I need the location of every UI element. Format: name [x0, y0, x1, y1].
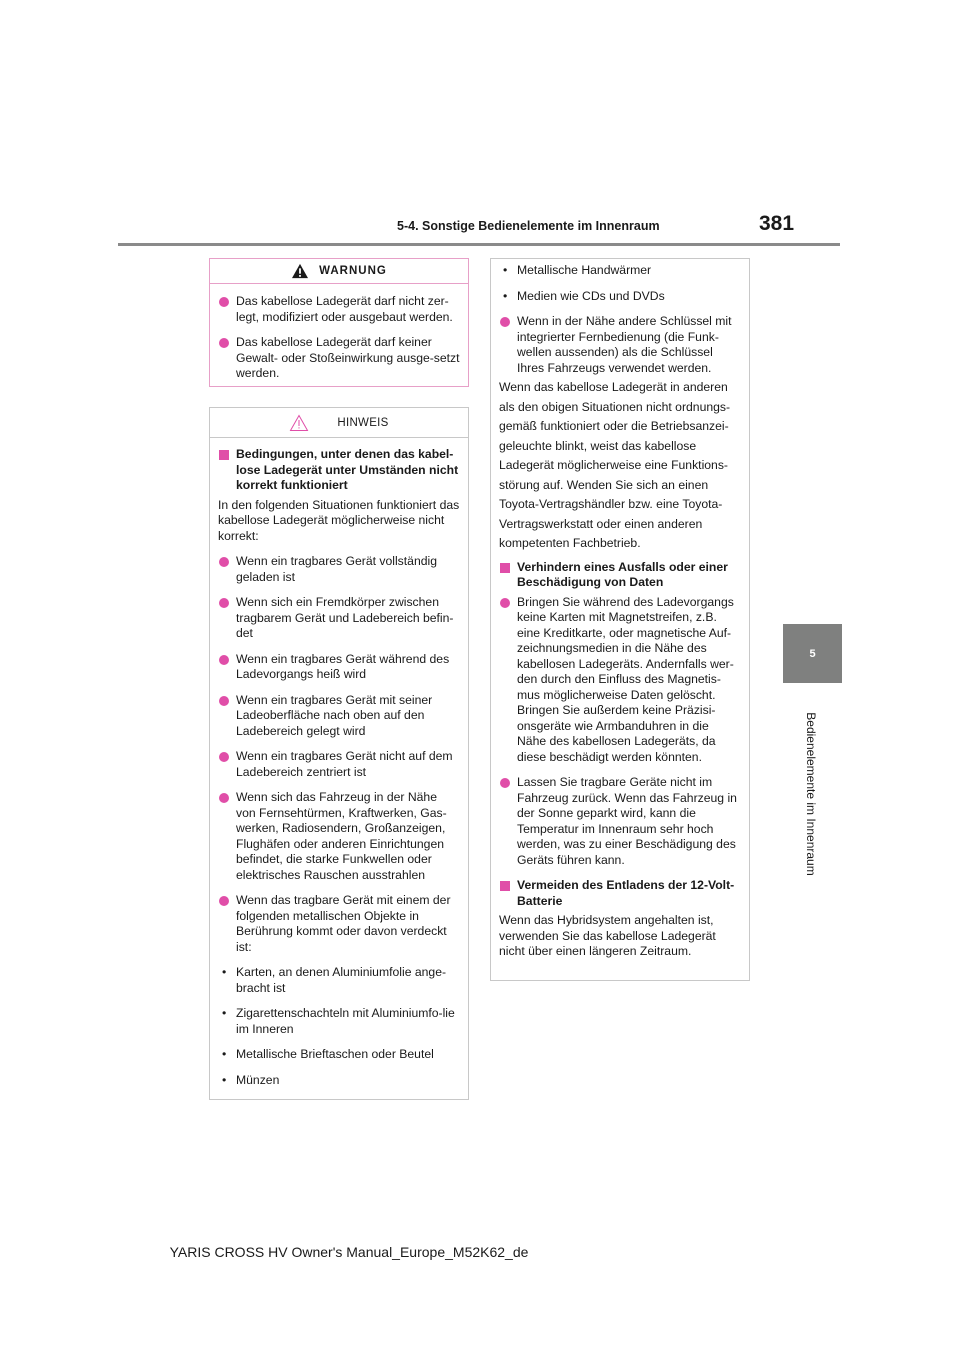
- sub-list-item-text: Karten, an denen Aluminiumfolie ange-bracht ist: [236, 965, 447, 995]
- bullet-icon: [219, 598, 229, 608]
- sub-list-item-text: Metallische Handwärmer: [517, 263, 652, 277]
- page-number: 381: [759, 212, 795, 235]
- square-bullet-icon: [500, 563, 510, 573]
- dash-bullet-icon: •: [222, 1006, 227, 1020]
- chapter-number: 5: [809, 647, 816, 660]
- bullet-icon: [219, 297, 229, 307]
- bullet-icon: [219, 896, 229, 906]
- paragraph-line: Vertragswerkstatt oder einen anderen: [499, 516, 703, 531]
- note-box: [209, 407, 469, 1100]
- bullet-icon: [219, 752, 229, 762]
- sub-list-item-text: Zigarettenschachteln mit Aluminiumfo-lie im Inneren: [236, 1006, 455, 1036]
- footer-text: YARIS CROSS HV Owner's Manual_Europe_M52K62_de: [169, 1244, 529, 1260]
- subheading-text: Bedingungen, unter denen das kabel-lose Ladegerät unter Umständen nicht korrekt funktioniert: [236, 447, 459, 492]
- subheading: [499, 560, 741, 591]
- section-title: 5-4. Sonstige Bedienelemente im Innenraum: [397, 219, 660, 233]
- list-item-text: Das kabellose Ladegerät darf keiner Gewalt- oder Stoßeinwirkung ausge-setzt werden.: [236, 335, 460, 380]
- list-item-text: Bringen Sie während des Ladevorgangs keine Karten mit Magnetstreifen, z.B. eine Kreditkarte, oder magnetische Auf-zeichnungsmedien in die Nähe des kabellosen Ladegeräts. Andernfalls wer-den durch den Einfluss des Magnetis-mus möglicherweise Daten gelöscht. Bringen Sie außerdem keine Präzisi-onsgeräte wie Armbanduhren in die Nähe des kabellosen Ladegeräts, da diese beschädigt werden könnten.: [517, 594, 734, 764]
- note-continued-content: [499, 263, 741, 970]
- note-title: HINWEIS: [337, 416, 389, 429]
- bullet-icon: [219, 338, 229, 348]
- list-item-text: Wenn ein tragbares Gerät nicht auf dem Ladebereich zentriert ist: [236, 749, 453, 779]
- dash-bullet-icon: •: [503, 263, 508, 277]
- dash-bullet-icon: •: [222, 965, 227, 979]
- dash-bullet-icon: •: [222, 1072, 227, 1087]
- bullet-icon: [219, 557, 229, 567]
- paragraph-line: Toyota-Vertragshändler bzw. eine Toyota-: [499, 497, 723, 511]
- list-item-text: Wenn sich ein Fremdkörper zwischen tragbarem Gerät und Ladebereich befin-det: [236, 595, 454, 640]
- list-item: [499, 314, 741, 376]
- list-item: [218, 790, 460, 883]
- list-item: [218, 554, 460, 585]
- paragraph-line: Ladegerät möglicherweise eine Funktions-: [499, 458, 728, 472]
- paragraph-line: gemäß funktioniert oder die Betriebsanzei-: [499, 419, 729, 433]
- list-item: [218, 595, 460, 642]
- sub-list-item: [499, 263, 741, 279]
- list-item: [218, 749, 460, 780]
- warning-content: [218, 294, 460, 392]
- list-item: [218, 335, 460, 382]
- list-item: [499, 595, 741, 766]
- subheading-text: Vermeiden des Entladens der 12-Volt-Batterie: [517, 878, 735, 908]
- sub-list-item: [218, 1073, 460, 1089]
- list-item-text: Wenn ein tragbares Gerät während des Ladevorgangs heiß wird: [236, 651, 450, 681]
- sub-list-item-text: Münzen: [236, 1072, 280, 1087]
- note-content: [218, 447, 460, 1098]
- square-bullet-icon: [500, 881, 510, 891]
- list-item-text: Lassen Sie tragbare Geräte nicht im Fahrzeug zurück. Wenn das Fahrzeug in der Sonne geparkt wird, kann die Temperatur im Innenraum sehr hoch werden, was zu einer Beschädigung des Geräts führen kann.: [517, 775, 737, 867]
- list-item-text: Wenn in der Nähe andere Schlüssel mit integrierter Fernbedienung (die Funk-wellen aussenden) als die Schlüssel Ihres Fahrzeugs verwendet werden.: [517, 314, 732, 375]
- list-item: [218, 893, 460, 955]
- square-bullet-icon: [219, 450, 229, 460]
- paragraph-line: als den obigen Situationen nicht ordnungs-: [499, 399, 731, 414]
- paragraph: Wenn das Hybridsystem angehalten ist, verwenden Sie das kabellose Ladegerät nicht über einen längeren Zeitraum.: [499, 913, 716, 958]
- paragraph: [499, 380, 741, 552]
- dash-bullet-icon: •: [503, 288, 508, 303]
- list-item-text: Wenn ein tragbares Gerät vollständig geladen ist: [236, 554, 437, 584]
- list-item: [218, 652, 460, 683]
- sub-list-item: [218, 1047, 460, 1063]
- note-box-continued: [490, 258, 750, 981]
- subheading: [499, 878, 741, 909]
- sub-list-item: [218, 965, 460, 996]
- subheading-text: Verhindern eines Ausfalls oder einer Beschädigung von Daten: [517, 559, 728, 589]
- bullet-icon: [219, 696, 229, 706]
- paragraph: In den folgenden Situationen funktioniert das kabellose Ladegerät möglicherweise nicht korrekt:: [218, 497, 460, 543]
- bullet-icon: [500, 598, 510, 608]
- paragraph-line: störung auf. Wenden Sie sich an einen: [499, 477, 709, 492]
- chapter-side-label-text: Bedienelemente im Innenraum: [804, 712, 818, 876]
- warning-header: [210, 259, 468, 284]
- caution-triangle-icon: [289, 414, 309, 432]
- bullet-icon: [500, 317, 510, 327]
- list-item-text: Wenn ein tragbares Gerät mit seiner Ladeoberfläche nach oben auf den Ladebereich gelegt wird: [236, 692, 433, 738]
- sub-list-item-text: Metallische Brieftaschen oder Beutel: [236, 1047, 434, 1061]
- page-footer: [0, 1244, 960, 1260]
- sub-list-item: [499, 289, 741, 305]
- list-item-text: Das kabellose Ladegerät darf nicht zer-legt, modifiziert oder ausgebaut werden.: [236, 294, 453, 324]
- chapter-side-label: [801, 712, 821, 876]
- subheading: [218, 447, 460, 494]
- paragraph-line: Wenn das kabellose Ladegerät in anderen: [499, 380, 728, 394]
- warning-box: [209, 258, 469, 387]
- list-item: [218, 693, 460, 740]
- header-divider: [118, 243, 840, 246]
- list-item-text: Wenn sich das Fahrzeug in der Nähe von Fernsehtürmen, Kraftwerken, Gas-werken, Radiosendern, Großanzeigen, Flughäfen oder anderen Einrichtungen befindet, die starke Funkwellen oder elektrisches Rauschen ausstrahlen: [236, 790, 447, 882]
- sub-list-item: [218, 1006, 460, 1037]
- dash-bullet-icon: •: [222, 1047, 227, 1061]
- bullet-icon: [500, 778, 510, 788]
- note-header: [210, 408, 468, 438]
- paragraph-line: kompetenten Fachbetrieb.: [499, 536, 641, 550]
- bullet-icon: [219, 655, 229, 665]
- sub-list-item-text: Medien wie CDs und DVDs: [517, 288, 665, 303]
- warning-title: WARNUNG: [319, 265, 387, 277]
- warning-triangle-icon: [291, 263, 309, 279]
- list-item: [499, 775, 741, 868]
- bullet-icon: [219, 793, 229, 803]
- paragraph-line: geleuchte blinkt, weist das kabellose: [499, 438, 697, 453]
- chapter-tab: [783, 624, 842, 683]
- list-item-text: Wenn das tragbare Gerät mit einem der folgenden metallischen Objekte in Berührung kommt oder davon verdeckt ist:: [236, 893, 451, 954]
- list-item: [218, 294, 460, 325]
